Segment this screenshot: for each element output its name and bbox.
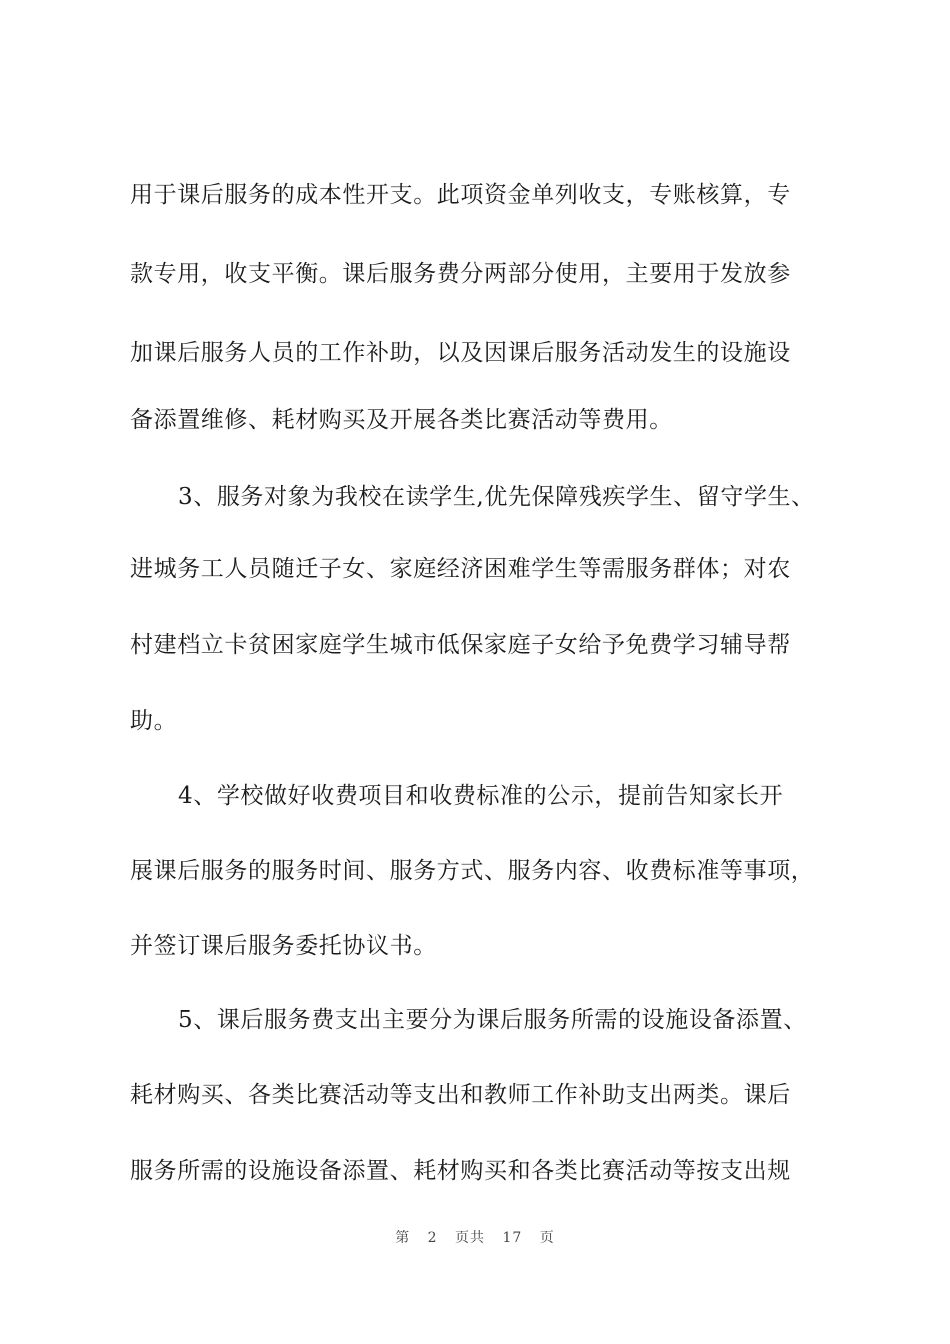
text-line-6: 进城务工人员随迁子女、家庭经济困难学生等需服务群体；对农 — [130, 556, 791, 582]
text-line-4: 备添置维修、耗材购买及开展各类比赛活动等费用。 — [130, 407, 673, 433]
text-line-13: 耗材购买、各类比赛活动等支出和教师工作补助支出两类。课后 — [130, 1082, 791, 1108]
text-line-12: 5、课后服务费支出主要分为课后服务所需的设施设备添置、 — [178, 1007, 807, 1033]
page-footer — [0, 1228, 950, 1248]
text-line-14: 服务所需的设施设备添置、耗材购买和各类比赛活动等按支出规 — [130, 1158, 791, 1184]
text-line-11: 并签订课后服务委托协议书。 — [130, 933, 437, 959]
footer-suffix: 页 — [539, 1230, 555, 1246]
footer-total-pages: 17 — [502, 1230, 523, 1246]
text-line-9: 4、学校做好收费项目和收费标准的公示，提前告知家长开 — [178, 783, 784, 809]
text-line-7: 村建档立卡贫困家庭学生城市低保家庭子女给予免费学习辅导帮 — [130, 632, 791, 658]
footer-prefix: 第 — [395, 1230, 411, 1246]
text-line-8: 助。 — [130, 708, 178, 734]
text-line-10: 展课后服务的服务时间、服务方式、服务内容、收费标准等事项， — [130, 858, 815, 884]
text-line-2: 款专用，收支平衡。课后服务费分两部分使用，主要用于发放参 — [130, 261, 791, 287]
footer-middle: 页共 — [455, 1230, 486, 1246]
text-line-5: 3、服务对象为我校在读学生,优先保障残疾学生、留守学生、 — [178, 484, 815, 510]
text-line-3: 加课后服务人员的工作补助，以及因课后服务活动发生的设施设 — [130, 340, 791, 366]
footer-current-page: 2 — [427, 1230, 438, 1246]
text-line-1: 用于课后服务的成本性开支。此项资金单列收支，专账核算，专 — [130, 182, 791, 208]
